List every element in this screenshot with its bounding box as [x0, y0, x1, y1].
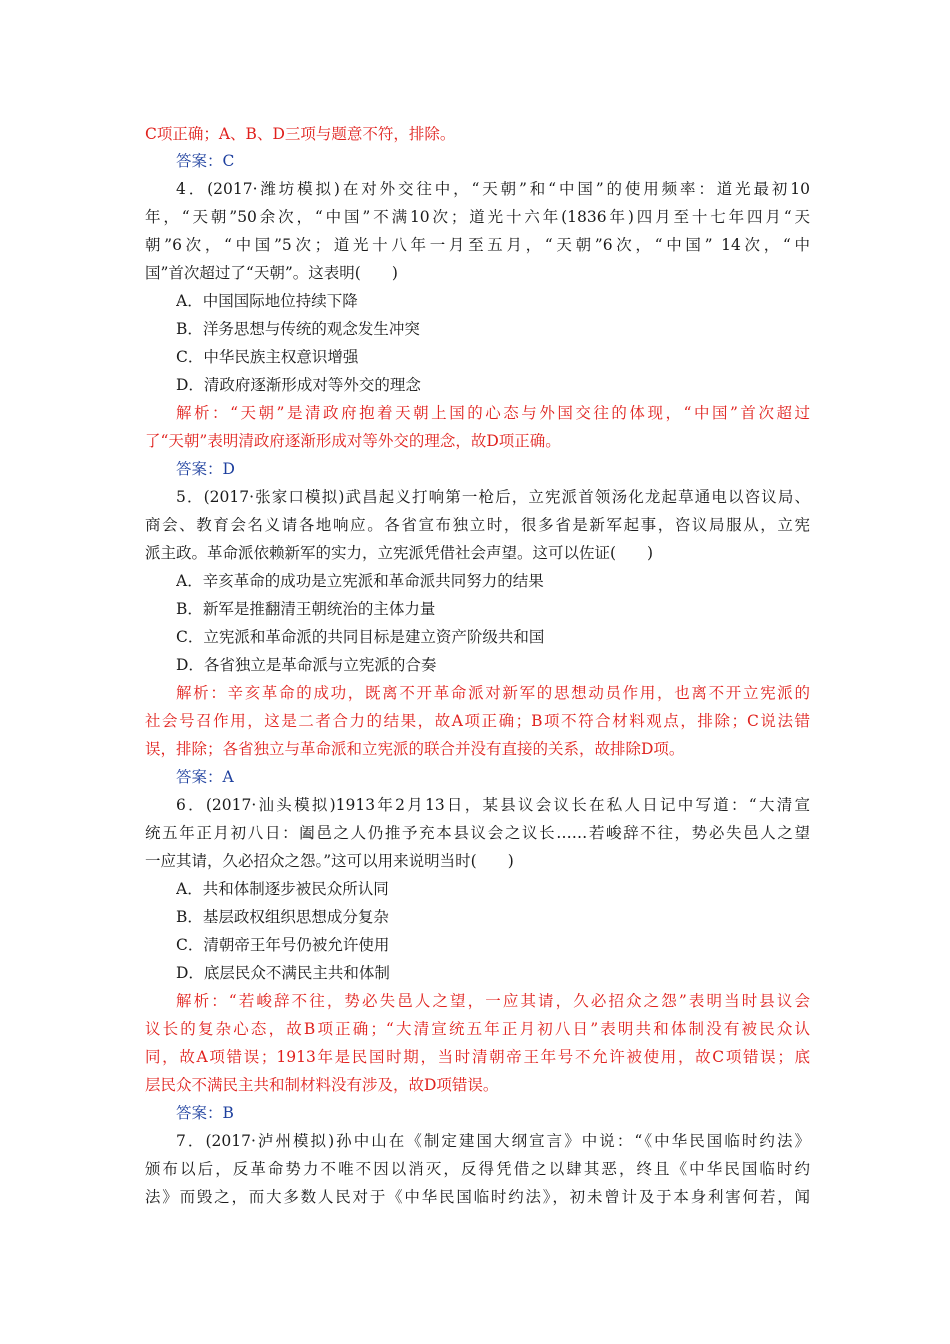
question-line: 统五年正月初八日：阖邑之人仍推予充本县议会之议长……若峻辞不往，势必失邑人之望: [145, 824, 810, 842]
question-line: 法》而毁之，而大多数人民对于《中华民国临时约法》，初未曾计及于本身利害何若，闻: [145, 1188, 810, 1206]
analysis-line: 误，排除；各省独立与革命派和立宪派的联合并没有直接的关系，故排除D项。: [145, 740, 685, 758]
question-line: 7．(2017·泸州模拟)孙中山在《制定建国大纲宣言》中说：“《中华民国临时约法》: [176, 1132, 810, 1150]
answer-line: 答案：C: [176, 152, 235, 170]
option-line: C．立宪派和革命派的共同目标是建立资产阶级共和国: [176, 628, 545, 646]
option-line: D．清政府逐渐形成对等外交的理念: [176, 376, 421, 394]
option-line: B．洋务思想与传统的观念发生冲突: [176, 320, 420, 338]
question-line: 国”首次超过了“天朝”。这表明( ): [145, 264, 398, 282]
option-line: A．中国国际地位持续下降: [176, 292, 358, 310]
question-line: 4．(2017·潍坊模拟)在对外交往中，“天朝”和“中国”的使用频率：道光最初10: [176, 180, 810, 198]
question-line: 朝”6次，“中国”5次；道光十八年一月至五月，“天朝”6次，“中国” 14次，“中: [145, 236, 810, 254]
analysis-line: 了“天朝”表明清政府逐渐形成对等外交的理念，故D项正确。: [145, 432, 561, 450]
question-line: 一应其请，久必招众之怨。”这可以用来说明当时( ): [145, 852, 514, 870]
analysis-line: 解析：“若峻辞不往，势必失邑人之望，一应其请，久必招众之怨”表明当时县议会: [176, 992, 810, 1010]
answer-line: 答案：D: [176, 460, 235, 478]
analysis-line: 层民众不满民主共和制材料没有涉及，故D项错误。: [145, 1076, 499, 1094]
analysis-line: C项正确；A、B、D三项与题意不符，排除。: [145, 125, 456, 143]
question-line: 颁布以后，反革命势力不唯不因以消灭，反得凭借之以肆其恶，终且《中华民国临时约: [145, 1160, 810, 1178]
analysis-line: 议长的复杂心态，故B项正确；“大清宣统五年正月初八日”表明共和体制没有被民众认: [145, 1020, 810, 1038]
option-line: D．底层民众不满民主共和体制: [176, 964, 390, 982]
option-line: D．各省独立是革命派与立宪派的合奏: [176, 656, 437, 674]
analysis-line: 解析：辛亥革命的成功，既离不开革命派对新军的思想动员作用，也离不开立宪派的: [176, 684, 810, 702]
analysis-line: 社会号召作用，这是二者合力的结果，故A项正确；B项不符合材料观点，排除；C说法错: [145, 712, 810, 730]
option-line: B．新军是推翻清王朝统治的主体力量: [176, 600, 436, 618]
question-line: 6．(2017·汕头模拟)1913年2月13日，某县议会议长在私人日记中写道：“大清宣: [176, 796, 810, 814]
analysis-line: 同，故A项错误；1913年是民国时期，当时清朝帝王年号不允许被使用，故C项错误；底: [145, 1048, 810, 1066]
option-line: C．清朝帝王年号仍被允许使用: [176, 936, 390, 954]
question-line: 商会、教育会名义请各地响应。各省宣布独立时，很多省是新军起事，咨议局服从，立宪: [145, 516, 810, 534]
analysis-line: 解析：“天朝”是清政府抱着天朝上国的心态与外国交往的体现，“中国”首次超过: [176, 404, 810, 422]
question-line: 派主政。革命派依赖新军的实力，立宪派凭借社会声望。这可以佐证( ): [145, 544, 654, 562]
question-line: 年，“天朝”50余次，“中国”不满10次；道光十六年(1836年)四月至十七年四月“天: [145, 208, 810, 226]
answer-line: 答案：B: [176, 1104, 234, 1122]
answer-line: 答案：A: [176, 768, 234, 786]
option-line: C．中华民族主权意识增强: [176, 348, 359, 366]
question-line: 5．(2017·张家口模拟)武昌起义打响第一枪后，立宪派首领汤化龙起草通电以咨议局、: [176, 488, 810, 506]
option-line: A．辛亥革命的成功是立宪派和革命派共同努力的结果: [176, 572, 544, 590]
option-line: A．共和体制逐步被民众所认同: [176, 880, 389, 898]
option-line: B．基层政权组织思想成分复杂: [176, 908, 389, 926]
